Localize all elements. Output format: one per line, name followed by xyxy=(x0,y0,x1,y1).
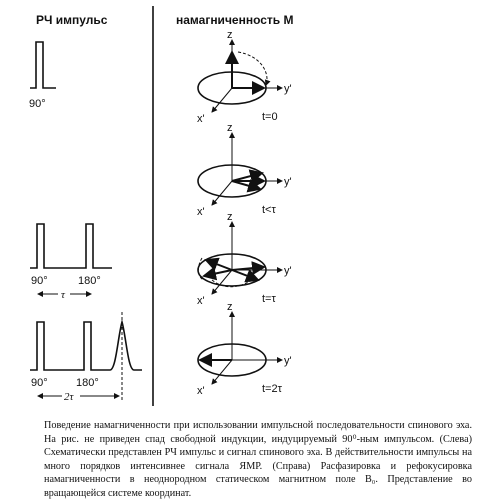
magnetization-panel-before-tau xyxy=(197,122,292,218)
axis-label-z: z xyxy=(227,122,233,134)
rf-pulse-train-1 xyxy=(30,224,112,268)
axis-label-x: x' xyxy=(197,385,205,397)
two-tau-label: 2τ xyxy=(64,391,74,403)
rf-pulses-and-echo-signal xyxy=(30,322,142,370)
axis-label-z: z xyxy=(227,301,233,313)
x-axis xyxy=(212,181,232,205)
time-label: t=2τ xyxy=(262,383,282,395)
x-axis xyxy=(212,88,232,112)
magnetization-panel-two-tau xyxy=(197,301,292,397)
rf-pulse-90 xyxy=(30,42,56,88)
left-column-title: РЧ импульс xyxy=(36,13,108,27)
axis-label-y: y' xyxy=(284,176,292,188)
label-90: 90° xyxy=(31,377,48,389)
label-90: 90° xyxy=(31,275,48,287)
time-label: t=τ xyxy=(262,293,276,305)
tau-label: τ xyxy=(61,289,65,301)
label-180: 180° xyxy=(76,377,99,389)
axis-label-z: z xyxy=(227,29,233,41)
spin-vector xyxy=(232,173,262,181)
spin-vector-flipped xyxy=(206,260,232,270)
magnetization-panel-tau xyxy=(197,211,292,307)
x-axis xyxy=(212,360,232,384)
axis-label-y: y' xyxy=(284,355,292,367)
time-label: t<τ xyxy=(262,204,276,216)
spin-vector xyxy=(232,270,258,280)
magnetization-panel-t0 xyxy=(197,29,292,125)
right-column-title: намагниченность М xyxy=(176,13,294,27)
axis-label-y: y' xyxy=(284,265,292,277)
axis-label-y: y' xyxy=(284,83,292,95)
spin-vector xyxy=(232,181,260,189)
axis-label-x: x' xyxy=(197,113,205,125)
label-90: 90° xyxy=(29,98,46,110)
time-label: t=0 xyxy=(262,111,278,123)
pulse-sequence-90 xyxy=(29,42,56,110)
axis-label-x: x' xyxy=(197,206,205,218)
pulse-sequence-90-180 xyxy=(30,224,112,301)
axis-label-z: z xyxy=(227,211,233,223)
pulse-sequence-echo xyxy=(30,312,142,403)
figure-caption: Поведение намагниченности при использовании импульсной последовательности спинового эха. На рис. не приведен спад свободной индукции, индуцируемый 90⁰-ным импульсом. (Слева) Схематически представлен РЧ импульс и сигнал спинового эха. В действительности импульсы на много порядков интенсивнее сигнала ЯМР. (Справа) Расфазировка и рефокусировка намагниченности в неоднородном статическом магнитном поле B₀. Представление во вращающейся системе координат. xyxy=(44,420,472,499)
axis-label-x: x' xyxy=(197,295,205,307)
label-180: 180° xyxy=(78,275,101,287)
